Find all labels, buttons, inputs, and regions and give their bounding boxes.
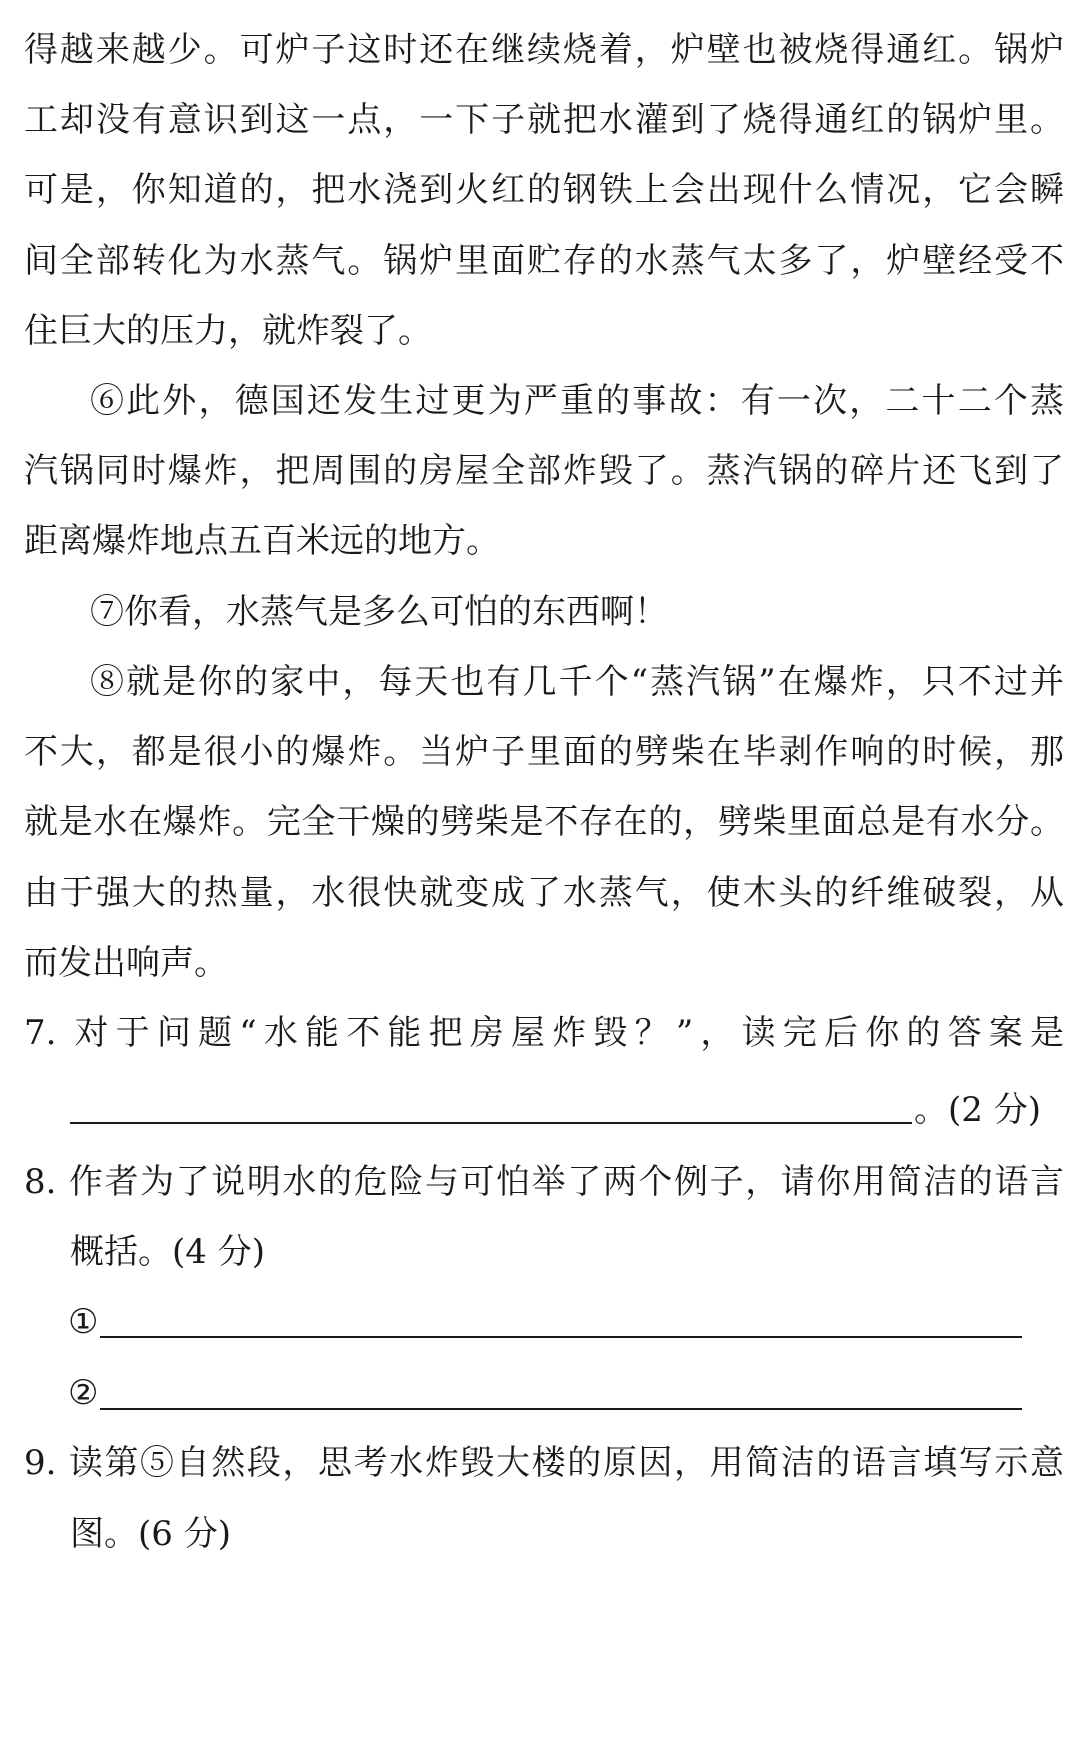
question-9-text: 9. 读第⑤自然段，思考水炸毁大楼的原因，用简洁的语言填写示意	[24, 1443, 1064, 1483]
question-8-answer-line-1[interactable]	[100, 1336, 1022, 1338]
question-7-answer-line[interactable]	[70, 1122, 912, 1124]
passage-line: 可是，你知道的，把水浇到火红的钢铁上会出现什么情况，它会瞬	[24, 170, 1064, 210]
passage-line: 距离爆炸地点五百米远的地方。	[24, 521, 500, 561]
passage-line: 汽锅同时爆炸，把周围的房屋全部炸毁了。蒸汽锅的碎片还飞到了	[24, 451, 1064, 491]
question-8-item-2-marker: ②	[68, 1373, 99, 1413]
question-8-item-1-marker: ①	[68, 1302, 99, 1342]
paragraph-8-start: ⑧就是你的家中，每天也有几千个“蒸汽锅”在爆炸，只不过并	[90, 662, 1064, 702]
question-8-answer-line-2[interactable]	[100, 1408, 1022, 1410]
passage-line: 住巨大的压力，就炸裂了。	[24, 311, 432, 351]
passage-line: 就是水在爆炸。完全干燥的劈柴是不存在的，劈柴里面总是有水分。	[24, 802, 1064, 842]
paragraph-6-start: ⑥此外，德国还发生过更为严重的事故：有一次，二十二个蒸	[90, 381, 1064, 421]
question-8-text-cont: 概括。(4 分)	[70, 1232, 265, 1272]
question-8-text: 8. 作者为了说明水的危险与可怕举了两个例子，请你用简洁的语言	[24, 1162, 1064, 1202]
passage-line: 工却没有意识到这一点，一下子就把水灌到了烧得通红的锅炉里。	[24, 100, 1064, 140]
passage-line: 得越来越少。可炉子这时还在继续烧着，炉壁也被烧得通红。锅炉	[24, 30, 1064, 70]
passage-line: 间全部转化为水蒸气。锅炉里面贮存的水蒸气太多了，炉壁经受不	[24, 241, 1064, 281]
question-9-text-cont: 图。(6 分)	[70, 1514, 231, 1554]
question-7-text: 7. 对于问题“水能不能把房屋炸毁？”，读完后你的答案是	[24, 1013, 1064, 1053]
passage-line: 不大，都是很小的爆炸。当炉子里面的劈柴在毕剥作响的时候，那	[24, 732, 1064, 772]
passage-line: 而发出响声。	[24, 943, 228, 983]
question-7-points: 。(2 分)	[914, 1090, 1041, 1130]
paragraph-7: ⑦你看，水蒸气是多么可怕的东西啊！	[90, 592, 668, 632]
passage-line: 由于强大的热量，水很快就变成了水蒸气，使木头的纤维破裂，从	[24, 873, 1064, 913]
